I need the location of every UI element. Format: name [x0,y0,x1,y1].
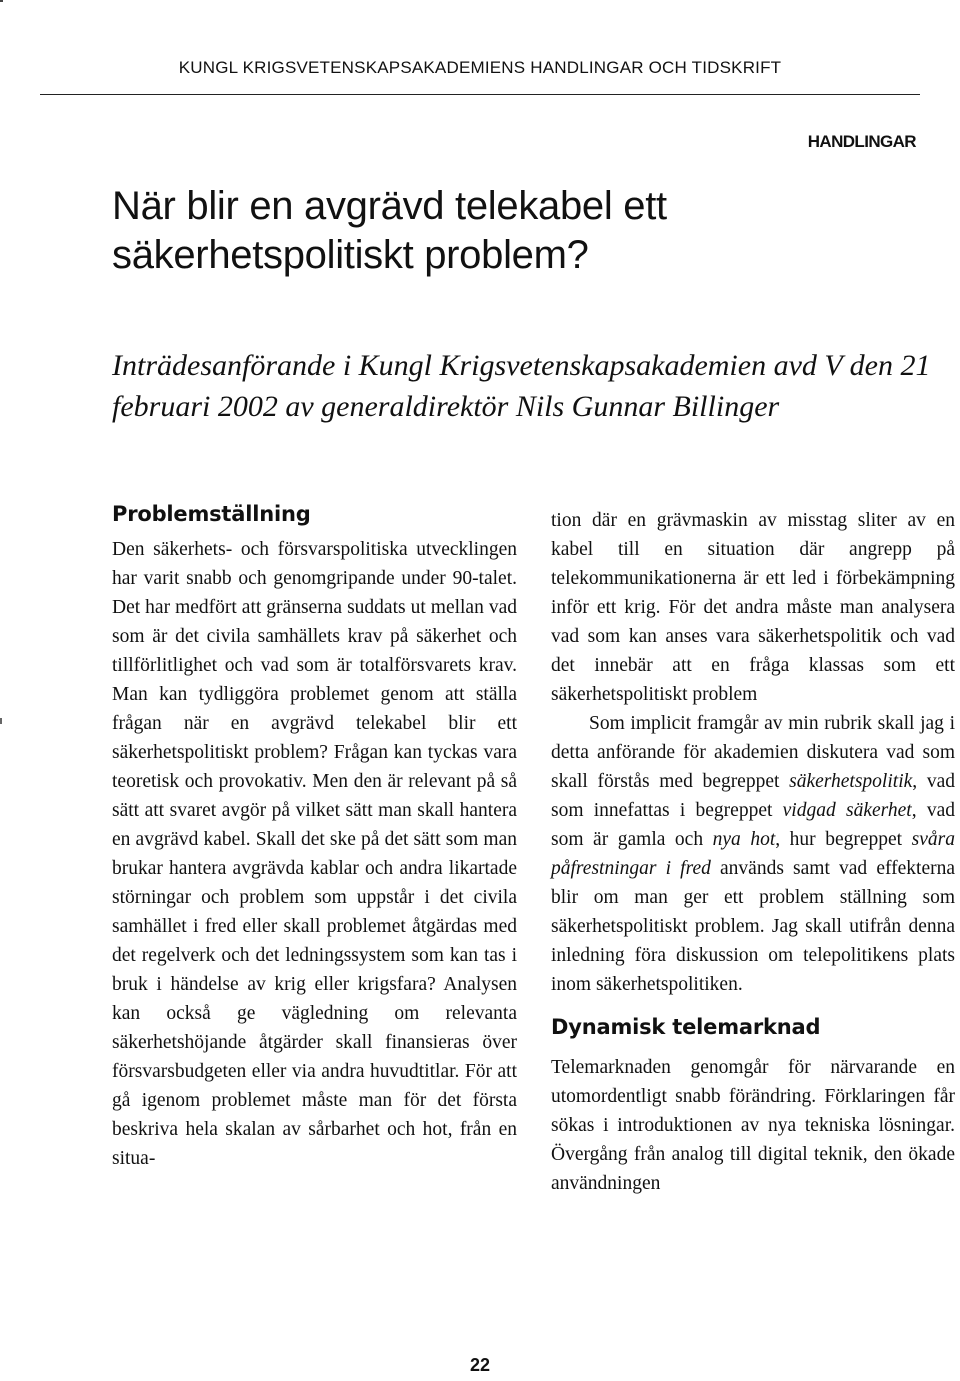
section-label: HANDLINGAR [807,132,916,151]
scan-artifact [0,718,2,724]
left-column [112,535,517,1173]
heading-dynamisk-telemarknad: Dynamisk telemarknad [551,1015,821,1039]
body-paragraph: Telemarknaden genomgår för närvarande en utomordentligt snabb förändring. Förklaringen får sökas i introduktionen av nya tekniska lösningar. Övergång från analog till digital teknik, den ökade användningen [551,1057,955,1194]
article-title: När blir en avgrävd telekabel ett säkerhetspolitiskt problem? [112,184,667,277]
italic-term: vidgad säkerhet [782,800,912,821]
right-column [551,506,955,1198]
text-run: , hur begreppet [775,829,912,850]
italic-term: säkerhetspolitik [789,771,913,792]
body-paragraph-continued: tion där en grävmaskin av misstag sliter av en kabel till en situation där angrepp på telekommunikationerna är ett led i förbekämpning inför ett krig. För det andra måste man analysera vad som kan anses vara säkerhetspolitik och vad det innebär att en fråga klassas som ett säkerhetspolitiskt problem [551,510,955,705]
italic-term: svåra påfrestningar i fred [551,829,955,879]
italic-term: nya hot [712,829,776,850]
scan-artifact [0,0,3,2]
text-run: , vad som innefattas i begreppet [551,771,956,821]
running-head: KUNGL KRIGSVETENSKAPSAKADEMIENS HANDLINGAR OCH TIDSKRIFT [178,58,782,77]
page-number: 22 [469,1355,491,1375]
text-run: Som implicit framgår av min rubrik skall jag i detta anförande för akademien diskutera vad som skall förstås med begreppet [551,713,955,792]
body-paragraph: Den säkerhets- och försvarspolitiska utvecklingen har varit snabb och genomgripande under 90-talet. Det har medfört att gränserna suddats ut mellan vad som är det civila samhällets krav på säkerhet och tillförlitlighet och vad som är totalförsvarets krav. Man kan tydliggöra problemet genom att ställa frågan när en avgrävd telekabel blir ett säkerhetspolitiskt problem? Frågan kan tyckas vara teoretisk och provokativ. Men den är relevant på så sätt att svaret avgör på vilket sätt man skall hantera en avgrävd kabel. Skall det ske på det sätt som man brukar hantera avgrävda kablar och andra likartade störningar och problem som uppstår i det civila samhället i fred eller skall problemet åtgärdas med det regelverk och det ledningssystem som kan tas i bruk i händelse av krig eller krigsfara? Analysen kan också ge vägledning om relevanta säkerhetshöjande åtgärder skall finansieras över försvarsbudgeten eller via andra huvudtitlar. För att gå igenom problemet måste man för det första beskriva hela skalan av sårbarhet och hot, från en situa- [112,539,517,1169]
text-run: , vad som är gamla och [551,800,955,850]
body-paragraph [551,709,955,999]
text-run: används samt vad effekterna blir om man ger ett problem ställning som säkerhetspolitiskt problem. Jag skall utifrån denna inledning föra diskussion om telepolitikens plats inom säkerhetspolitiken. [551,858,955,995]
heading-problemstallning: Problemställning [112,502,311,526]
article-subtitle: Inträdesanförande i Kungl Krigsvetenskapsakademien avd V den 21 februari 2002 av generaldirektör Nils Gunnar Billinger [112,349,931,423]
header-rule [40,94,920,95]
